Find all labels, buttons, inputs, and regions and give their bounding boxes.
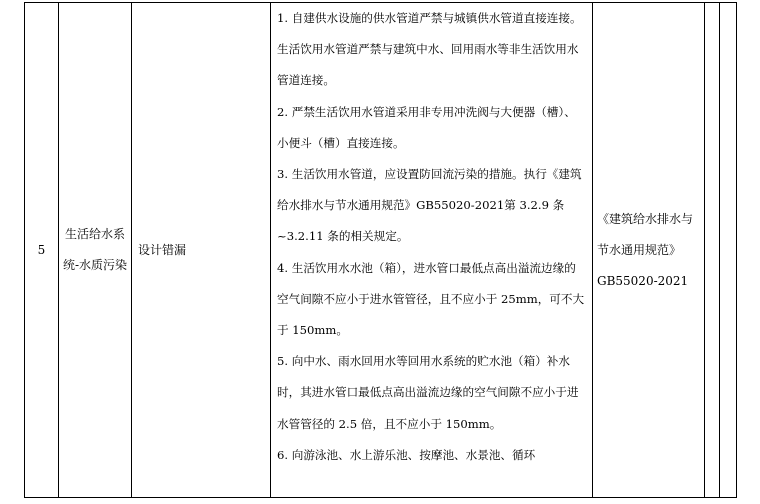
reference-text: 《建筑给水排水与节水通用规范》GB55020-2021 (597, 211, 694, 288)
issue-type: 设计错漏 (138, 242, 187, 257)
requirement-item: 4. 生活饮用水水池（箱），进水管口最低点高出溢流边缘的空气间隙不应小于进水管管径，且不应小于 25mm，可不大于 150mm。 (277, 260, 585, 338)
row-index-cell (25, 3, 59, 498)
requirements-cell (271, 3, 593, 498)
row-index: 5 (37, 242, 46, 257)
requirement-item: 1. 自建供水设施的供水管道严禁与城镇供水管道直接连接。生活饮用水管道严禁与建筑中水、回用雨水等非生活饮用水管道连接。 (277, 11, 582, 88)
spec-table (24, 2, 737, 498)
requirement-item: 2. 严禁生活饮用水管道采用非专用冲洗阀与大便器（槽）、小便斗（槽）直接连接。 (277, 104, 576, 150)
table-row (25, 3, 737, 498)
requirement-item: 3. 生活饮用水管道，应设置防回流污染的措施。执行《建筑给水排水与节水通用规范》GB55020-2021第 3.2.9 条~3.2.11 条的相关规定。 (277, 167, 582, 244)
category-cell (59, 3, 132, 498)
empty-cell-6 (705, 3, 720, 498)
reference-cell (593, 3, 705, 498)
requirements-list (277, 3, 586, 471)
issue-type-cell (132, 3, 271, 498)
empty-cell-7 (720, 3, 737, 498)
requirement-item: 6. 向游泳池、水上游乐池、按摩池、水景池、循环 (277, 447, 536, 462)
category-text: 生活给水系统-水质污染 (62, 227, 128, 272)
requirement-item: 5. 向中水、雨水回用水等回用水系统的贮水池（箱）补水时，其进水管口最低点高出溢流边缘的空气间隙不应小于进水管管径的 2.5 倍，且不应小于 150mm。 (277, 354, 579, 431)
